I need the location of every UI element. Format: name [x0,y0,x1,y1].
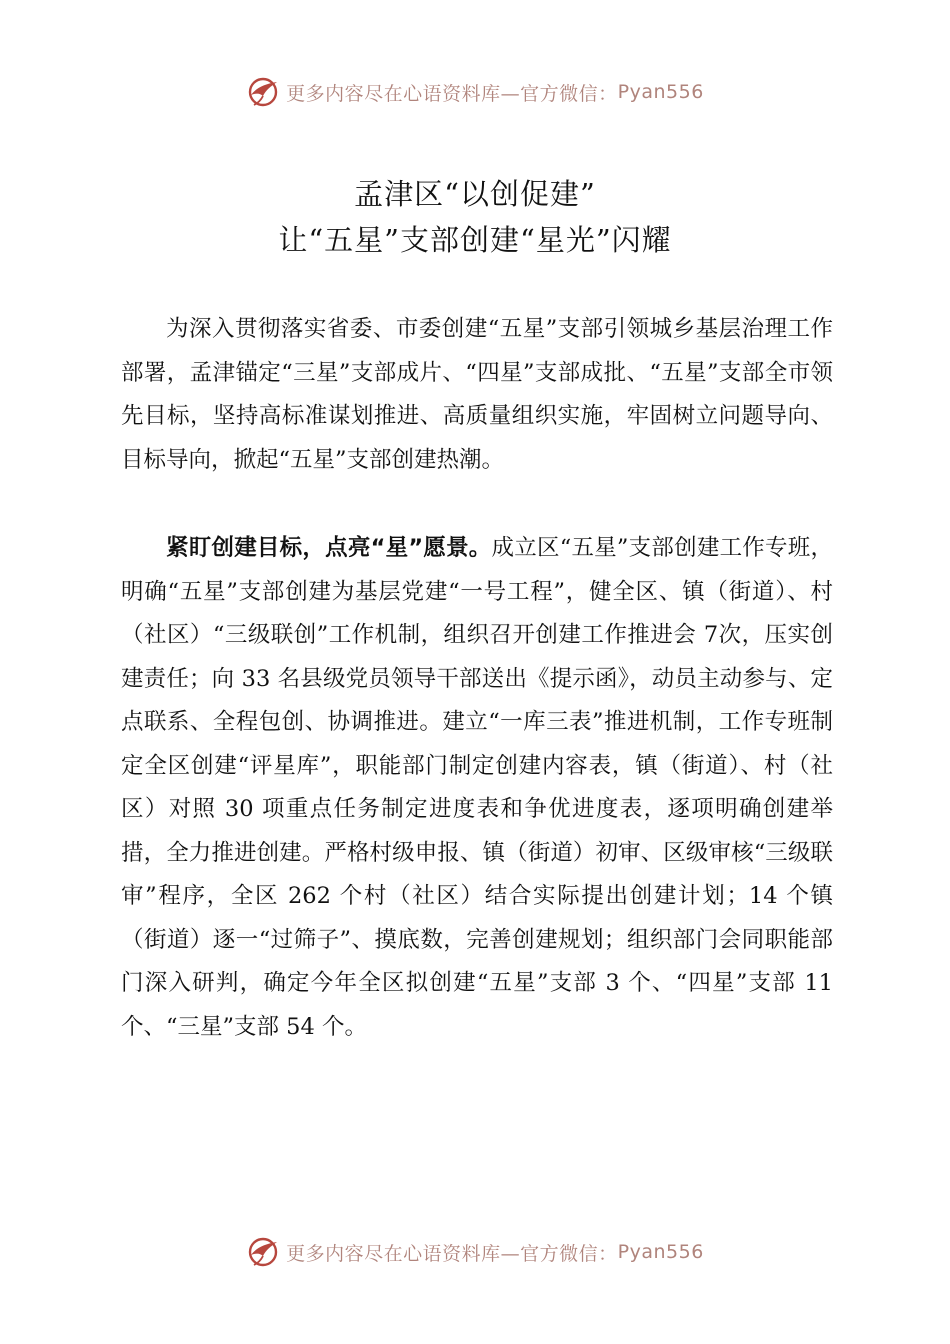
document-title-line1: 孟津区“以创促建” [354,177,596,211]
watermark-text: 更多内容尽在心语资料库—官方微信： [286,82,618,105]
watermark-wechat-id: Pyan556 [617,1241,704,1263]
intro-paragraph: 为深入贯彻落实省委、市委创建“五星”支部引领城乡基层治理工作部署，孟津锚定“三星”支部成片、“四星”支部成批、“五星”支部全市领先目标，坚持高标准谋划推进、高质量组织实施，牢固树立问题导向、目标导向，掀起“五星”支部创建热潮。 [121,316,833,473]
section1-body: 成立区“五星”支部创建工作专班，明确“五星”支部创建为基层党建“一号工程”，健全区、镇（街道）、村（社区）“三级联创”工作机制，组织召开创建工作推进会 7次，压实创建责任；向 33 名县级党员领导干部送出《提示函》，动员主动参与、定点联系、全程包创、协调推进。建立“一库三表”推进机制，工作专班制定全区创建“评星库”，职能部门制定创建内容表，镇（街道）、村（社区）对照 30 项重点任务制定进度表和争优进度表，逐项明确创建举措，全力推进创建。严格村级申报、镇（街道）初审、区级审核“三级联审”程序，全区 262 个村（社区）结合实际提出创建计划；14 个镇（街道）逐一“过筛子”、摸底数，完善创建规划；组织部门会同职能部门深入研判，确定今年全区拟创建“五星”支部 3 个、“四星”支部 11 个、“三星”支部 54 个。 [121,535,833,1040]
header-watermark [0,72,950,112]
section1-heading: 紧盯创建目标，点亮“星”愿景。 [166,535,492,561]
swallow-logo-icon [246,1235,280,1269]
swallow-logo-icon [246,75,280,109]
watermark-text: 更多内容尽在心语资料库—官方微信： [286,1242,618,1265]
document-title-line2: 让“五星”支部创建“星光”闪耀 [278,223,672,257]
section1-paragraph [121,527,833,1049]
footer-watermark [0,1232,950,1272]
watermark-wechat-id: Pyan556 [617,81,704,103]
